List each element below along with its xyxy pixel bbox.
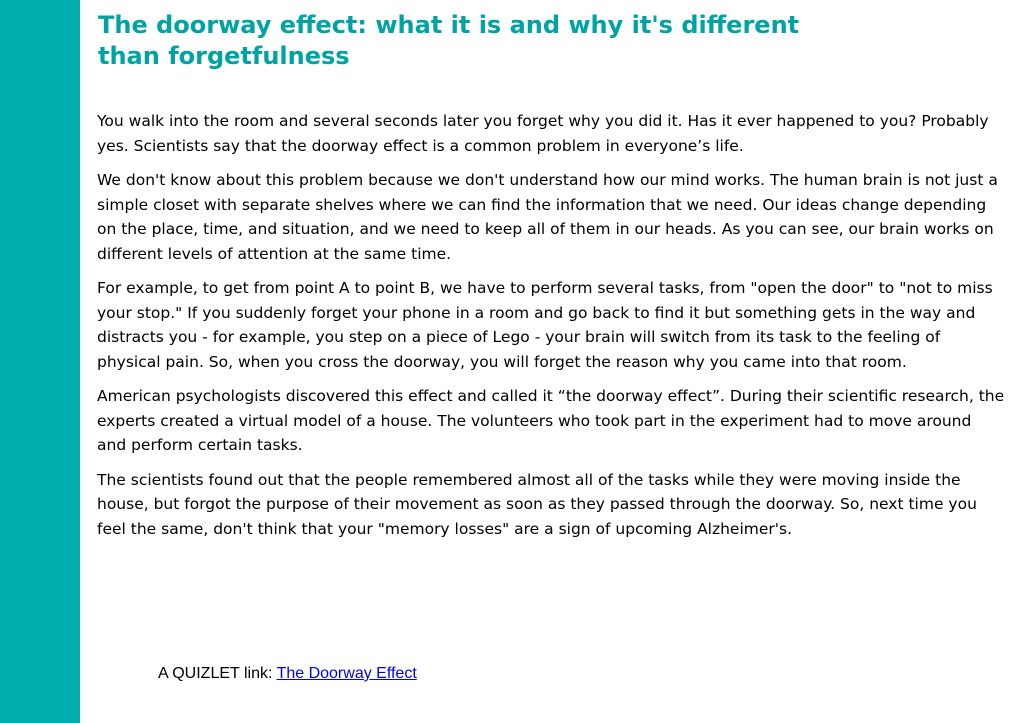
quizlet-link[interactable]: The Doorway Effect bbox=[276, 665, 417, 682]
quizlet-line bbox=[158, 664, 417, 684]
paragraph-conclusion: The scientists found out that the people remembered almost all of the tasks while they were moving inside the house, but forgot the purpose of their movement as soon as they passed through the doorway. So, next time you feel the same, don't think that your "memory losses" are a sign of upcoming Alzheimer's. bbox=[97, 470, 977, 538]
accent-sidebar bbox=[0, 0, 80, 723]
quizlet-prefix: A QUIZLET link: bbox=[158, 665, 277, 682]
slide-title: The doorway effect: what it is and why it's different than forgetfulness bbox=[98, 11, 800, 70]
paragraph-intro: You walk into the room and several seconds later you forget why you did it. Has it ever happened to you? Probably yes. Scientists say that the doorway effect is a common problem in everyone’s life. bbox=[97, 112, 989, 155]
paragraph-research: American psychologists discovered this effect and called it “the doorway effect”. During their scientific research, the experts created a virtual model of a house. The volunteers who took part in the experiment had to move around and perform certain tasks. bbox=[97, 387, 1005, 454]
paragraph-brain: We don't know about this problem because we don't understand how our mind works. The human brain is not just a simple closet with separate shelves where we can find the information that we need. Our ideas change depending on the place, time, and situation, and we need to keep all of them in our heads. As you can see, our brain works on different levels of attention at the same time. bbox=[97, 171, 998, 263]
slide-body bbox=[97, 109, 1005, 551]
paragraph-example: For example, to get from point A to point B, we have to perform several tasks, from "open the door" to "not to miss your stop." If you suddenly forget your phone in a room and go back to find it but something gets in the way and distracts you - for example, you step on a piece of Lego - your brain will switch from its task to the feeling of physical pain. So, when you cross the doorway, you will forget the reason why you came into that room. bbox=[97, 279, 993, 371]
